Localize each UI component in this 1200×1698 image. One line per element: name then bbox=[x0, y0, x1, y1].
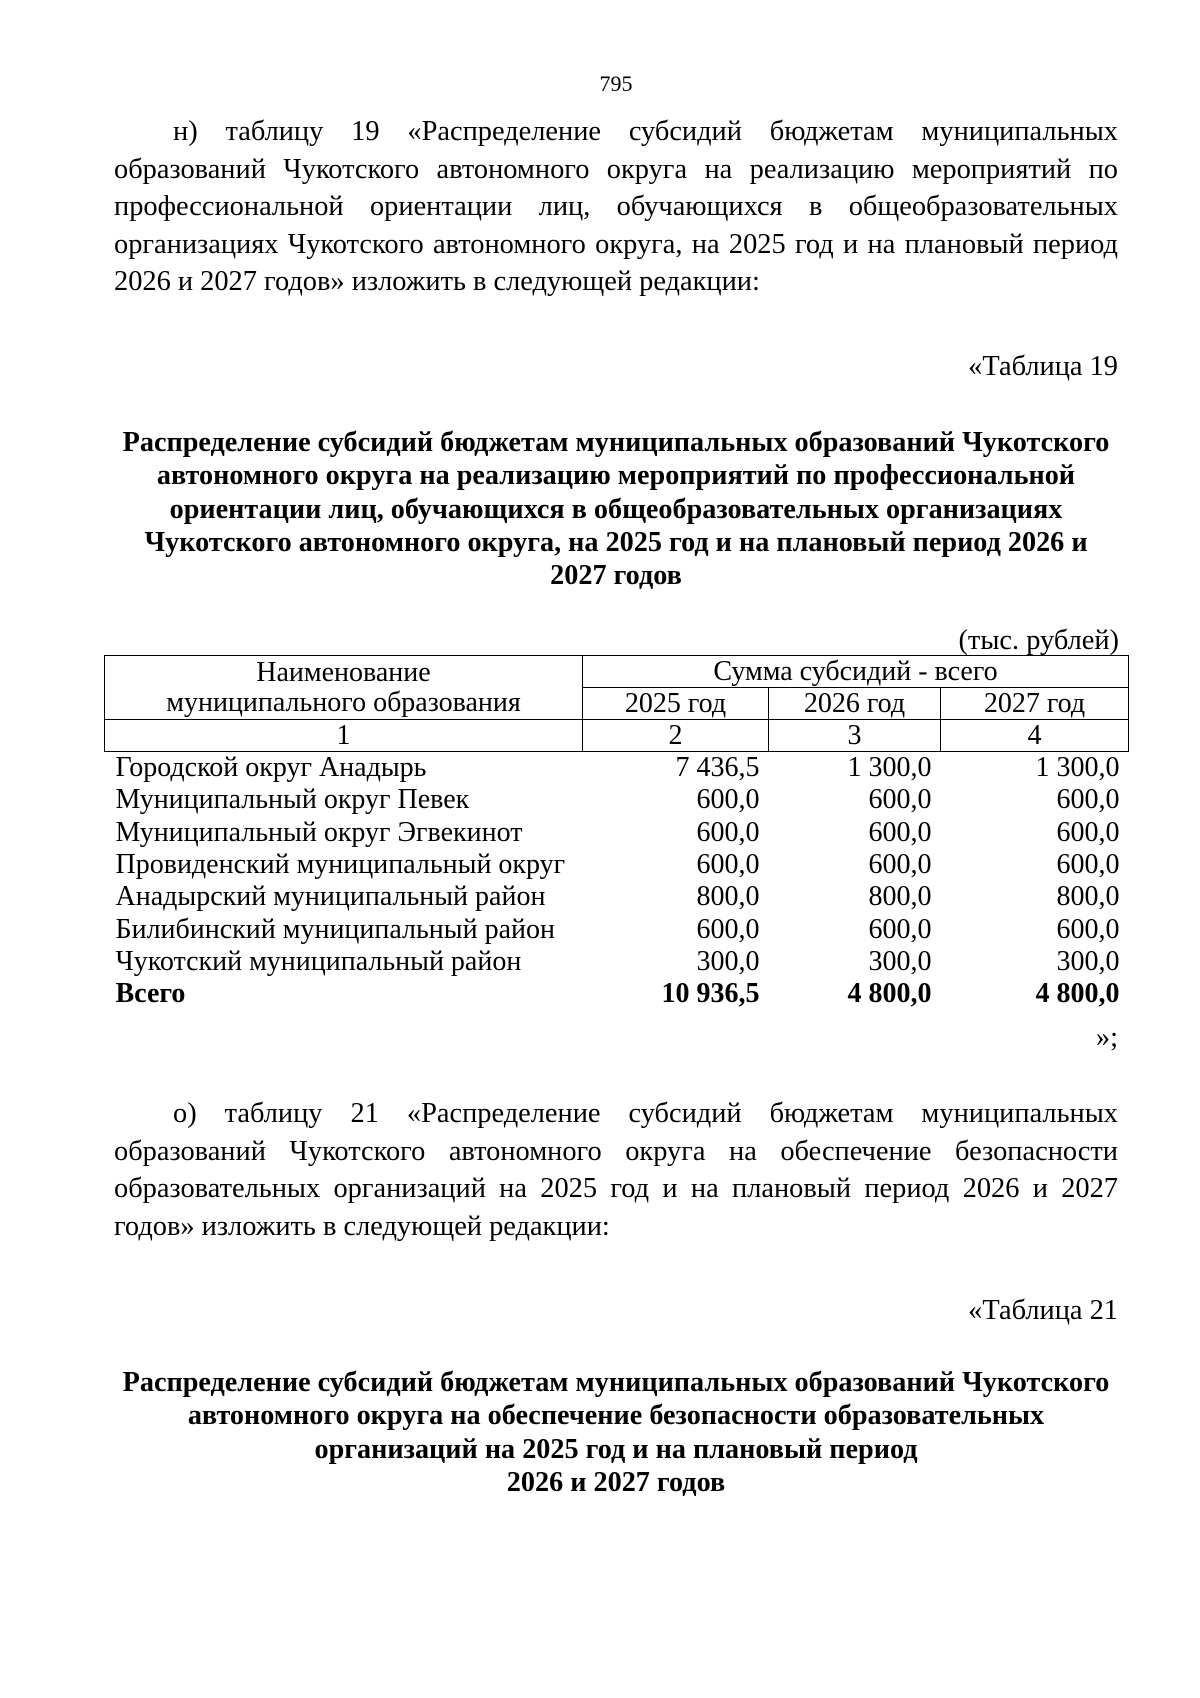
value-2025: 600,0 bbox=[696, 816, 760, 848]
column-number: 4 bbox=[941, 720, 1129, 752]
municipality-name: Билибинский муниципальный район bbox=[115, 913, 555, 945]
title-line: Распределение субсидий бюджетам муниципальных образований Чукотского bbox=[122, 427, 1110, 458]
value-2027: 800,0 bbox=[1056, 881, 1120, 913]
total-2027: 4 800,0 bbox=[1035, 978, 1120, 1010]
table-row bbox=[105, 913, 1129, 945]
header-name-line: муниципального образования bbox=[166, 686, 521, 718]
municipality-name: Чукотский муниципальный район bbox=[115, 945, 522, 977]
title-line: Чукотского автономного округа, на 2025 год и на плановый период 2026 и bbox=[144, 526, 1088, 558]
value-2027: 600,0 bbox=[1056, 913, 1120, 945]
value-2025: 7 436,5 bbox=[675, 752, 760, 784]
municipality-name: Городской округ Анадырь bbox=[115, 752, 427, 784]
total-label: Всего bbox=[115, 978, 186, 1010]
value-2026: 300,0 bbox=[868, 945, 932, 977]
table-21-caption: «Таблица 21 bbox=[968, 1295, 1118, 1326]
column-number: 3 bbox=[769, 720, 941, 752]
table-row bbox=[105, 946, 1129, 978]
amendment-paragraph-o: о) таблицу 21 «Распределение субсидий бюджетам муниципальных образований Чукотского автономного округа на обеспечение безопасности образовательных организаций на 2025 год и на плановый период 2026 и 2027 годов» изложить в следующей редакции: bbox=[114, 1098, 1118, 1242]
page-number: 795 bbox=[599, 71, 633, 96]
municipality-name: Муниципальный округ Певек bbox=[115, 784, 470, 816]
value-2026: 600,0 bbox=[868, 913, 932, 945]
subsidy-table bbox=[104, 655, 1129, 1010]
value-2025: 600,0 bbox=[696, 849, 760, 881]
header-sum-label: Сумма субсидий - всего bbox=[583, 656, 1129, 688]
table-row bbox=[105, 849, 1129, 881]
title-line: автономного округа на реализацию мероприятий по профессиональной bbox=[156, 460, 1076, 492]
total-row bbox=[105, 978, 1129, 1010]
value-2025: 600,0 bbox=[696, 784, 760, 816]
value-2026: 800,0 bbox=[868, 881, 932, 913]
units-label: (тыс. рублей) bbox=[958, 625, 1119, 656]
total-2025: 10 936,5 bbox=[661, 978, 760, 1010]
value-2025: 300,0 bbox=[696, 945, 760, 977]
table-21-title bbox=[114, 1366, 1118, 1499]
table-row bbox=[105, 817, 1129, 849]
value-2027: 600,0 bbox=[1056, 784, 1120, 816]
total-2026: 4 800,0 bbox=[847, 978, 932, 1010]
title-line: автономного округа на обеспечение безопасности образовательных bbox=[187, 1400, 1045, 1432]
value-2027: 600,0 bbox=[1056, 849, 1120, 881]
header-year-2027: 2027 год bbox=[941, 688, 1129, 720]
title-line: ориентации лиц, обучающихся в общеобразовательных организациях bbox=[169, 493, 1063, 525]
value-2025: 800,0 bbox=[696, 881, 760, 913]
table-row bbox=[105, 881, 1129, 913]
value-2025: 600,0 bbox=[696, 913, 760, 945]
header-year-2026: 2026 год bbox=[769, 688, 941, 720]
header-name-line: Наименование bbox=[256, 656, 431, 688]
table-19-title bbox=[114, 426, 1118, 592]
title-line: организаций на 2025 год и на плановый период bbox=[314, 1433, 918, 1465]
municipality-name: Анадырский муниципальный район bbox=[115, 881, 546, 913]
title-line: 2027 годов bbox=[550, 560, 682, 592]
value-2027: 1 300,0 bbox=[1035, 752, 1120, 784]
value-2026: 600,0 bbox=[868, 784, 932, 816]
amendment-paragraph-n: н) таблицу 19 «Распределение субсидий бюджетам муниципальных образований Чукотского автономного округа на реализацию мероприятий по профессиональной ориентации лиц, обучающихся в общеобразовательных организациях Чукотского автономного округа, на 2025 год и на плановый период 2026 и 2027 годов» изложить в следующей редакции: bbox=[114, 116, 1118, 297]
table-row bbox=[105, 752, 1129, 785]
municipality-name: Провиденский муниципальный округ bbox=[115, 849, 566, 881]
municipality-name: Муниципальный округ Эгвекинот bbox=[115, 816, 523, 848]
title-line: 2026 и 2027 годов bbox=[506, 1466, 726, 1498]
value-2026: 600,0 bbox=[868, 816, 932, 848]
table-19-caption: «Таблица 19 bbox=[968, 351, 1118, 382]
value-2027: 300,0 bbox=[1056, 945, 1120, 977]
title-line: Распределение субсидий бюджетам муниципальных образований Чукотского bbox=[122, 1367, 1110, 1398]
table-row bbox=[105, 784, 1129, 816]
value-2027: 600,0 bbox=[1056, 816, 1120, 848]
header-year-2025: 2025 год bbox=[583, 688, 769, 720]
column-number: 2 bbox=[583, 720, 769, 752]
column-number: 1 bbox=[105, 720, 583, 752]
value-2026: 1 300,0 bbox=[847, 752, 932, 784]
value-2026: 600,0 bbox=[868, 849, 932, 881]
header-municipality-name bbox=[105, 656, 583, 720]
closing-quote: »; bbox=[1095, 1022, 1118, 1053]
